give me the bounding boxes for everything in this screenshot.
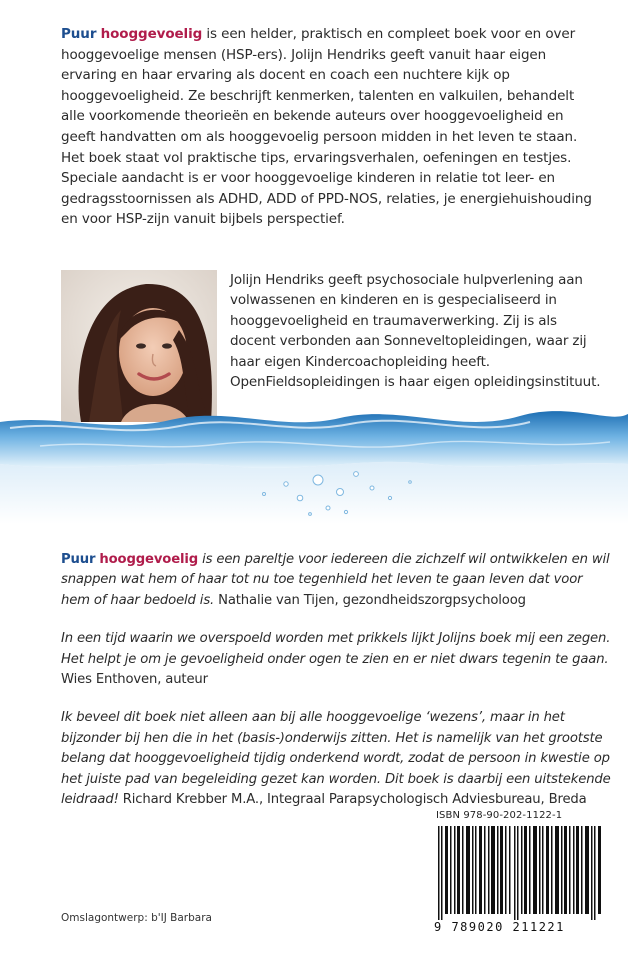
review-quote	[61, 708, 611, 810]
brand-word-puur: Puur	[61, 26, 97, 42]
review-quote	[61, 629, 611, 690]
intro-paragraph	[61, 24, 601, 230]
review-text-continued: Dit boek is daarbij een uitstekende leidraad!	[61, 771, 611, 808]
barcode-image	[434, 826, 606, 920]
review-text: is een pareltje voor iedereen die zichzelf wil ontwikkelen en wil snappen wat hem of haar tot nu toe tegenhield het leven te gaan leven dat voor hem of haar bedoeld is.	[61, 552, 610, 608]
review-attribution: Wies Enthoven, auteur	[61, 672, 208, 688]
intro-text: is een helder, praktisch en compleet boek voor en over hooggevoelige mensen (HSP-ers). Jolijn Hendriks geeft vanuit haar eigen ervaring en haar ervaring als docent en coach een nuchtere kijk op hooggevoeligheid. Ze beschrijft kenmerken, talenten en valkuilen, behandelt alle voorkomende theorieën en bekende auteurs over hooggevoeligheid en geeft handvatten om als hooggevoelig persoon midden in het leven te staan. Het boek staat vol praktische tips, ervaringsverhalen, oefeningen en testjes. Speciale aandacht is er voor hooggevoelige kinderen in relatie tot leer- en gedragsstoornissen als ADHD, ADD of PPD-NOS, relaties, je energiehuishouding en voor HSP-zijn vanuit bijbels perspectief.	[61, 26, 592, 228]
cover-design-credit: Omslagontwerp: b'IJ Barbara	[61, 912, 212, 924]
review-attribution: Nathalie van Tijen, gezondheidszorgpsycholoog	[214, 592, 526, 608]
review-text: In een tijd waarin we overspoeld worden met prikkels lijkt Jolijns boek mij een zegen. Het helpt je om je gevoeligheid onder ogen te zien en er niet dwars tegenin te gaan.	[61, 631, 611, 667]
review-attribution: Richard Krebber M.A., Integraal Parapsychologisch Adviesbureau, Breda	[118, 792, 587, 808]
water-splash-image	[0, 394, 628, 524]
author-bio: Jolijn Hendriks geeft psychosociale hulpverlening aan volwassenen en kinderen en is gespecialiseerd in hooggevoeligheid en traumaverwerking. Zij is als docent verbonden aan Sonneveltopleidingen, waar zij haar eigen Kindercoachopleiding heeft. OpenFieldsopleidingen is haar eigen opleidingsinstituut.	[230, 272, 601, 391]
reviews	[61, 550, 611, 828]
review-quote	[61, 550, 611, 611]
brand-word-hooggevoelig: hooggevoelig	[99, 552, 199, 567]
isbn-label: ISBN 978-90-202-1122-1	[436, 810, 563, 821]
barcode-number: 9 789020 211221	[434, 920, 565, 934]
review-text: Ik beveel dit boek niet alleen aan bij alle hooggevoelige ‘wezens’, maar in het bijzonder bij hen die in het (basis-)onderwijs zitten. Het is namelijk van het grootste belang dat hooggevoeligheid tijdig onderkend wordt, zodat de persoon in kwestie op het juiste pad van begeleiding gezet kan worden.	[61, 710, 610, 787]
brand-word-hooggevoelig: hooggevoelig	[100, 26, 203, 42]
brand-word-puur: Puur	[61, 552, 96, 567]
